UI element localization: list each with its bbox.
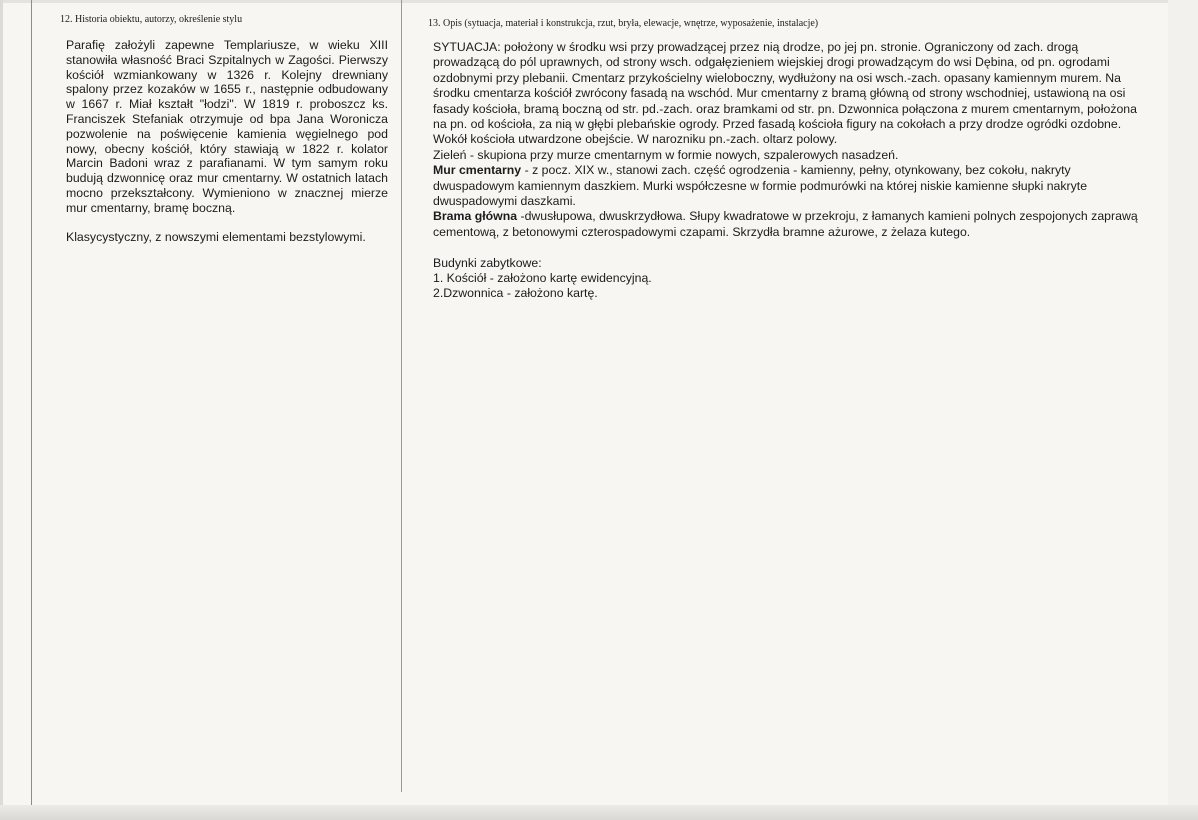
greenery-paragraph: Zieleń - skupiona przy murze cmentarnym w formie nowych, szpalerowych nasadzeń. bbox=[433, 147, 899, 162]
buildings-title: Budynki zabytkowe: bbox=[433, 255, 542, 270]
section-13-heading: 13. Opis (sytuacja, materiał i konstrukcja, rzut, bryła, elewacje, wnętrze, wyposażenie, instalacje) bbox=[428, 18, 819, 29]
gate-paragraph bbox=[433, 209, 1141, 240]
scan-edge-right bbox=[1168, 0, 1198, 805]
building-item-belfry: 2.Dzwonnica - założono kartę. bbox=[433, 286, 598, 301]
scan-edge-left bbox=[0, 0, 3, 820]
scan-edge-bottom bbox=[0, 805, 1198, 820]
gate-text: -dwusłupowa, dwuskrzydłowa. Słupy kwadratowe w przekroju, z łamanych kamieni polnych zespojonych zaprawą cementową, z betonowymi czterospadowymi czapami. Skrzydła bramne ażurowe, z żelaza kutego. bbox=[433, 209, 1138, 239]
left-frame-line bbox=[31, 0, 32, 805]
building-item-church: 1. Kościół - założono kartę ewidencyjną. bbox=[433, 271, 652, 286]
wall-text: - z pocz. XIX w., stanowi zach. część ogrodzenia - kamienny, pełny, otynkowany, bez cokołu, nakryty dwuspadowym kamiennym daszkiem. Murki współczesne w formie podmurówki na której niskie kamienne słupki nakryte dwuspadowymi daszkami. bbox=[433, 163, 1088, 209]
history-paragraph: Parafię założyli zapewne Templariusze, w wieku XIII stanowiła własność Braci Szpitalnych w Zagości. Pierwszy kościół wzmiankowany w 1326 r. Kolejny drewniany spalony przez kozaków w 1655 r., następnie odbudowany w 1667 r. Miał kształt "łodzi". W 1819 r. proboszcz ks. Franciszek Stefaniak otrzymuje od bpa Jana Woronicza pozwolenie na poświęcenie kamienia węgielnego pod nowy, obecny kościół, który stawiają w 1822 r. kolator Marcin Badoni wraz z parafianami. W tym samym roku budują dzwonnicę oraz mur cmentarny. W ostatnich latach mocno przekształcony. Wymieniono w znacznej mierze mur cmentarny, bramę boczną. bbox=[66, 38, 388, 215]
section-12-heading: 12. Historia obiektu, autorzy, określenie stylu bbox=[60, 14, 243, 25]
scan-edge-top bbox=[0, 0, 1198, 3]
gate-label: Brama główna bbox=[433, 209, 518, 224]
style-paragraph: Klasycystyczny, z nowszymi elementami bezstylowymi. bbox=[66, 230, 366, 245]
wall-label: Mur cmentarny bbox=[433, 163, 522, 178]
section-13-body bbox=[433, 40, 1141, 302]
situation-paragraph: SYTUACJA: położony w środku wsi przy prowadzącej przez nią drodze, po jej pn. stronie. Ograniczony od zach. drogą prowadzącą do pól uprawnych, od strony wsch. odgałęzieniem wiejskiej drogi prowadzącym do wsi Dębina, od pn. ogrodami ozdobnymi przy plebanii. Cmentarz przykościelny wieloboczny, wydłużony na osi wsch.-zach. opasany kamiennym murem. Na środku cmentarza kościół zwrócony fasadą na wschód. Mur cmentarny z bramą główną od strony wschodniej, ustawioną na osi fasady kościoła, bramą boczną od str. pd.-zach. oraz bramkami od str. pn. Dzwonnica połączona z murem cmentarnym, położona na pn. od kościoła, za nią w głębi plebańskie ogrody. Przed fasadą kościoła figury na cokołach a przy drodze ogródki ozdobne. Wokół kościoła utwardzone obejście. W narozniku pn.-zach. oltarz polowy. bbox=[433, 40, 1137, 147]
section-12-body bbox=[66, 38, 388, 245]
wall-paragraph bbox=[433, 163, 1141, 209]
column-divider bbox=[401, 0, 402, 792]
